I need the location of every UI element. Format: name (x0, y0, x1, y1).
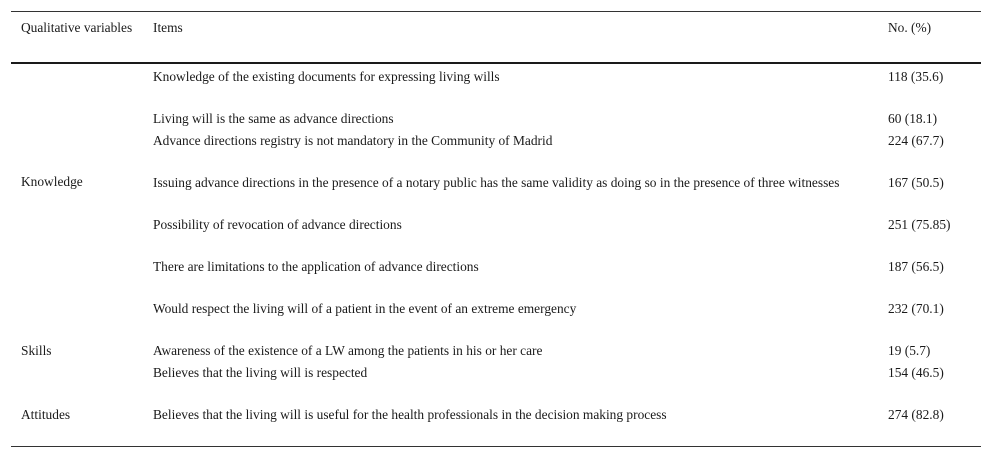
header-qualitative-variables: Qualitative variables (21, 20, 133, 35)
table-row (11, 256, 981, 298)
row-item-value: 118 (35.6) (888, 69, 944, 84)
header-no-percent: No. (%) (888, 20, 932, 35)
row-item-value: 167 (50.5) (888, 175, 944, 190)
group-skills (11, 340, 981, 404)
row-item-value: 251 (75.85) (888, 217, 951, 232)
row-item-value: 232 (70.1) (888, 301, 944, 316)
group-label-skills: Skills (21, 343, 52, 358)
row-item-text: Possibility of revocation of advance directions (153, 217, 402, 232)
row-item-text: Issuing advance directions in the presence of a notary public has the same validity as doing so in the presence of three witnesses (153, 175, 840, 190)
row-item-text: There are limitations to the application of advance directions (153, 259, 479, 274)
table-row (11, 214, 981, 256)
table-bottom-rule (11, 446, 981, 447)
group-knowledge (11, 66, 981, 340)
table-row (11, 298, 981, 340)
row-item-value: 154 (46.5) (888, 365, 944, 380)
row-item-text: Believes that the living will is respected (153, 365, 368, 380)
row-item-text: Knowledge of the existing documents for expressing living wills (153, 69, 500, 84)
group-attitudes (11, 404, 981, 446)
row-item-text: Advance directions registry is not mandatory in the Community of Madrid (153, 133, 553, 148)
table-row (11, 66, 981, 108)
row-item-text: Believes that the living will is useful for the health professionals in the decision making process (153, 407, 667, 422)
table-header-row (11, 12, 981, 62)
row-item-text: Would respect the living will of a patient in the event of an extreme emergency (153, 301, 577, 316)
table-row (11, 172, 981, 214)
row-item-text: Living will is the same as advance directions (153, 111, 394, 126)
results-table (11, 11, 981, 447)
table-row (11, 130, 981, 172)
table-row (11, 404, 981, 446)
group-label-knowledge: Knowledge (21, 174, 83, 189)
row-item-value: 224 (67.7) (888, 133, 944, 148)
table-row (11, 362, 981, 404)
row-item-value: 187 (56.5) (888, 259, 944, 274)
row-item-value: 19 (5.7) (888, 343, 931, 358)
table-row (11, 340, 981, 362)
row-item-value: 274 (82.8) (888, 407, 944, 422)
table-row (11, 108, 981, 130)
header-items: Items (153, 20, 183, 35)
row-item-text: Awareness of the existence of a LW among the patients in his or her care (153, 343, 543, 358)
group-label-attitudes: Attitudes (21, 407, 71, 422)
row-item-value: 60 (18.1) (888, 111, 938, 126)
